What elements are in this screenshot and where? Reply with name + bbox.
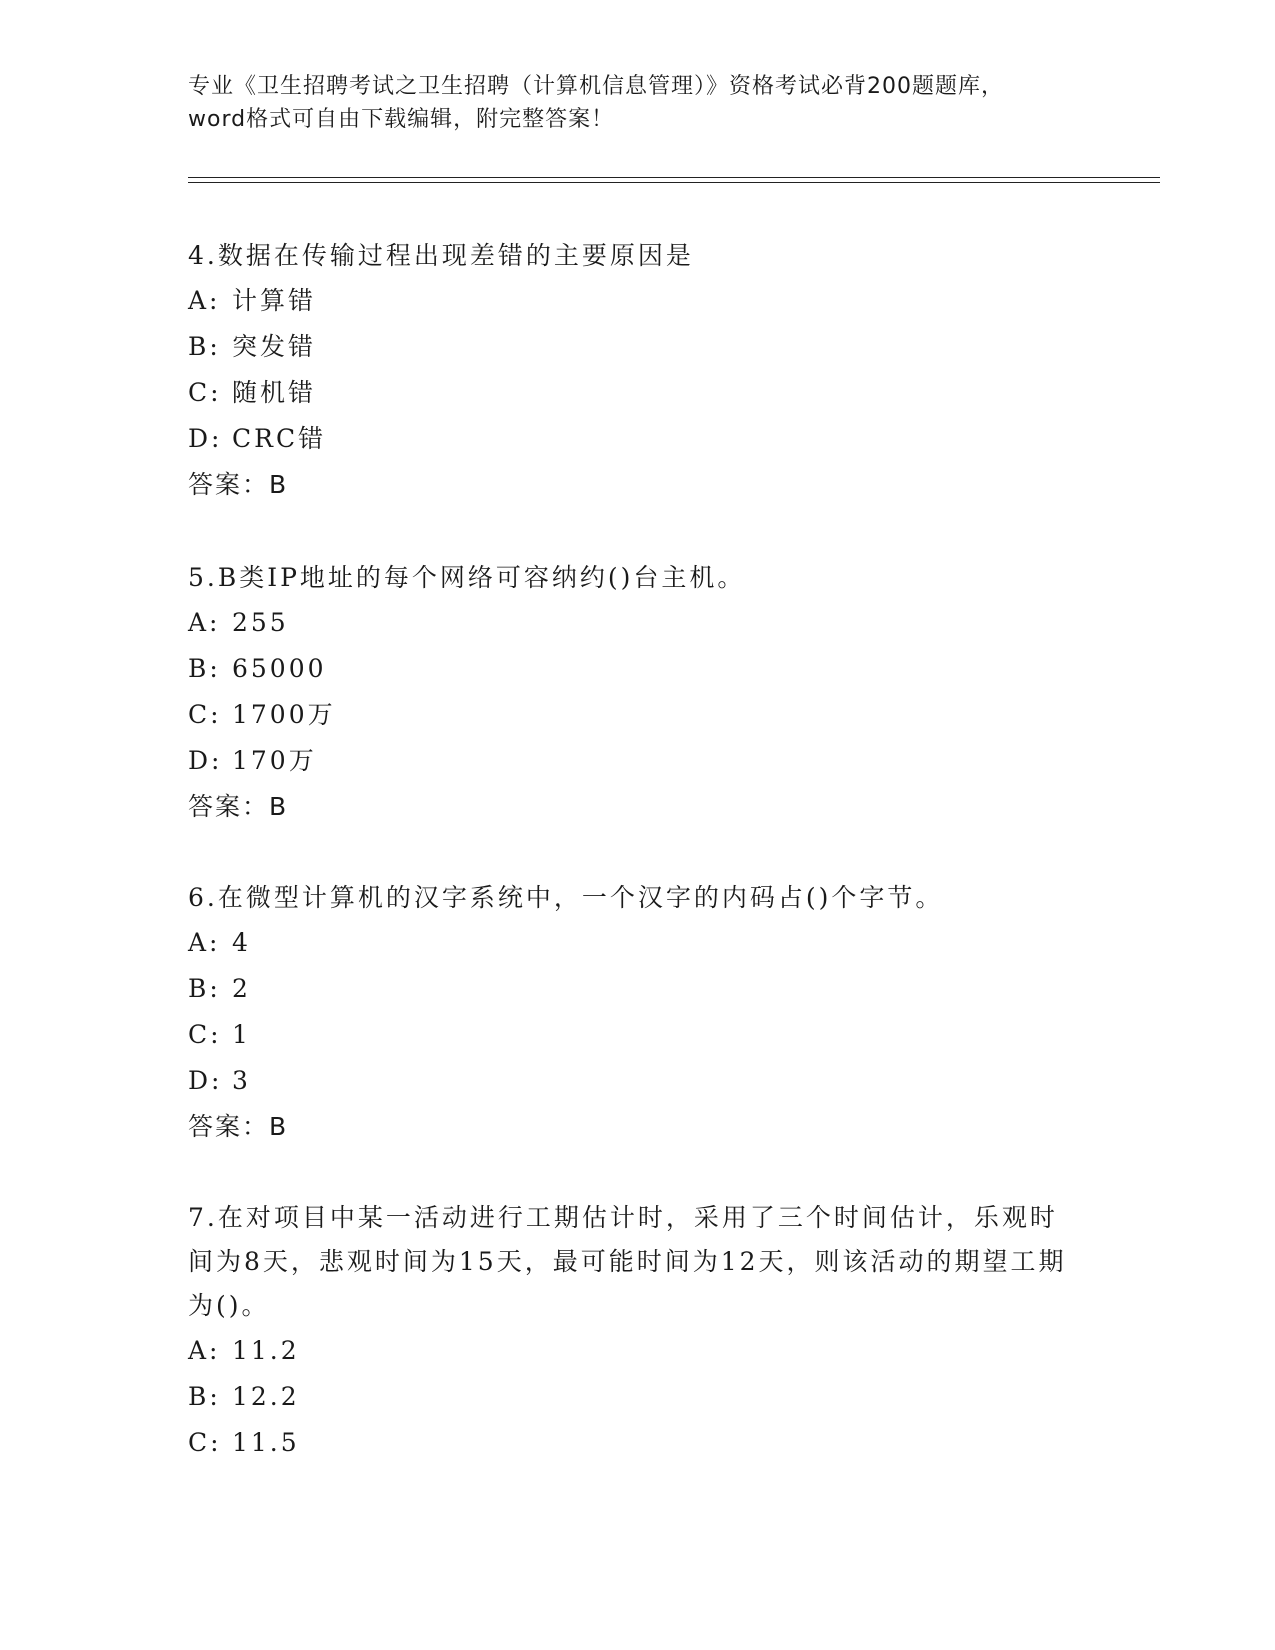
document-header xyxy=(188,70,1088,136)
option-label: C: xyxy=(188,700,222,729)
question-stem: 4.数据在传输过程出现差错的主要原因是 xyxy=(188,241,694,270)
option-text: 2 xyxy=(232,974,251,1003)
option-a xyxy=(188,600,1068,646)
option-a xyxy=(188,1328,1068,1374)
option-a xyxy=(188,278,1068,324)
option-label: C: xyxy=(188,1020,222,1049)
option-text: 随机错 xyxy=(232,378,317,407)
option-label: A: xyxy=(188,608,221,637)
answer: 答案：B xyxy=(188,470,289,499)
option-text: 突发错 xyxy=(232,332,317,361)
question-stem: 5.B类IP地址的每个网络可容纳约()台主机。 xyxy=(188,563,746,592)
option-text: 12.2 xyxy=(232,1382,300,1411)
option-d xyxy=(188,738,1068,784)
question-5 xyxy=(188,556,1068,830)
question-6 xyxy=(188,876,1068,1150)
option-text: 计算错 xyxy=(232,286,317,315)
option-d xyxy=(188,1058,1068,1104)
header-line-2: word格式可自由下载编辑，附完整答案！ xyxy=(188,107,615,132)
option-text: 65000 xyxy=(232,654,327,683)
option-c xyxy=(188,692,1068,738)
option-label: A: xyxy=(188,286,221,315)
option-d xyxy=(188,416,1068,462)
option-text: 170万 xyxy=(232,746,317,775)
header-line-1: 专业《卫生招聘考试之卫生招聘（计算机信息管理）》资格考试必背200题题库， xyxy=(188,74,1004,99)
option-text: 1 xyxy=(232,1020,251,1049)
option-b xyxy=(188,646,1068,692)
answer: 答案：B xyxy=(188,792,289,821)
option-text: 3 xyxy=(232,1066,251,1095)
header-divider-top xyxy=(188,177,1160,178)
option-label: B: xyxy=(188,332,221,361)
option-b xyxy=(188,966,1068,1012)
option-label: C: xyxy=(188,1428,222,1457)
option-text: 11.5 xyxy=(232,1428,300,1457)
answer: 答案：B xyxy=(188,1112,289,1141)
question-7 xyxy=(188,1196,1068,1466)
option-label: D: xyxy=(188,1066,223,1095)
question-stem: 7.在对项目中某一活动进行工期估计时，采用了三个时间估计，乐观时间为8天，悲观时间为15天，最可能时间为12天，则该活动的期望工期为()。 xyxy=(188,1203,1067,1320)
question-4 xyxy=(188,234,1068,508)
option-c xyxy=(188,370,1068,416)
option-b xyxy=(188,1374,1068,1420)
option-text: 4 xyxy=(232,928,251,957)
option-text: 255 xyxy=(232,608,289,637)
header-divider-bottom xyxy=(188,182,1160,183)
option-label: A: xyxy=(188,1336,221,1365)
option-label: C: xyxy=(188,378,222,407)
option-a xyxy=(188,920,1068,966)
option-c xyxy=(188,1420,1068,1466)
option-text: CRC错 xyxy=(232,424,327,453)
option-c xyxy=(188,1012,1068,1058)
option-label: B: xyxy=(188,974,221,1003)
option-b xyxy=(188,324,1068,370)
option-label: D: xyxy=(188,424,223,453)
option-label: D: xyxy=(188,746,223,775)
option-text: 1700万 xyxy=(232,700,336,729)
option-label: B: xyxy=(188,654,221,683)
question-stem: 6.在微型计算机的汉字系统中，一个汉字的内码占()个字节。 xyxy=(188,883,944,912)
option-label: A: xyxy=(188,928,221,957)
option-text: 11.2 xyxy=(232,1336,300,1365)
option-label: B: xyxy=(188,1382,221,1411)
